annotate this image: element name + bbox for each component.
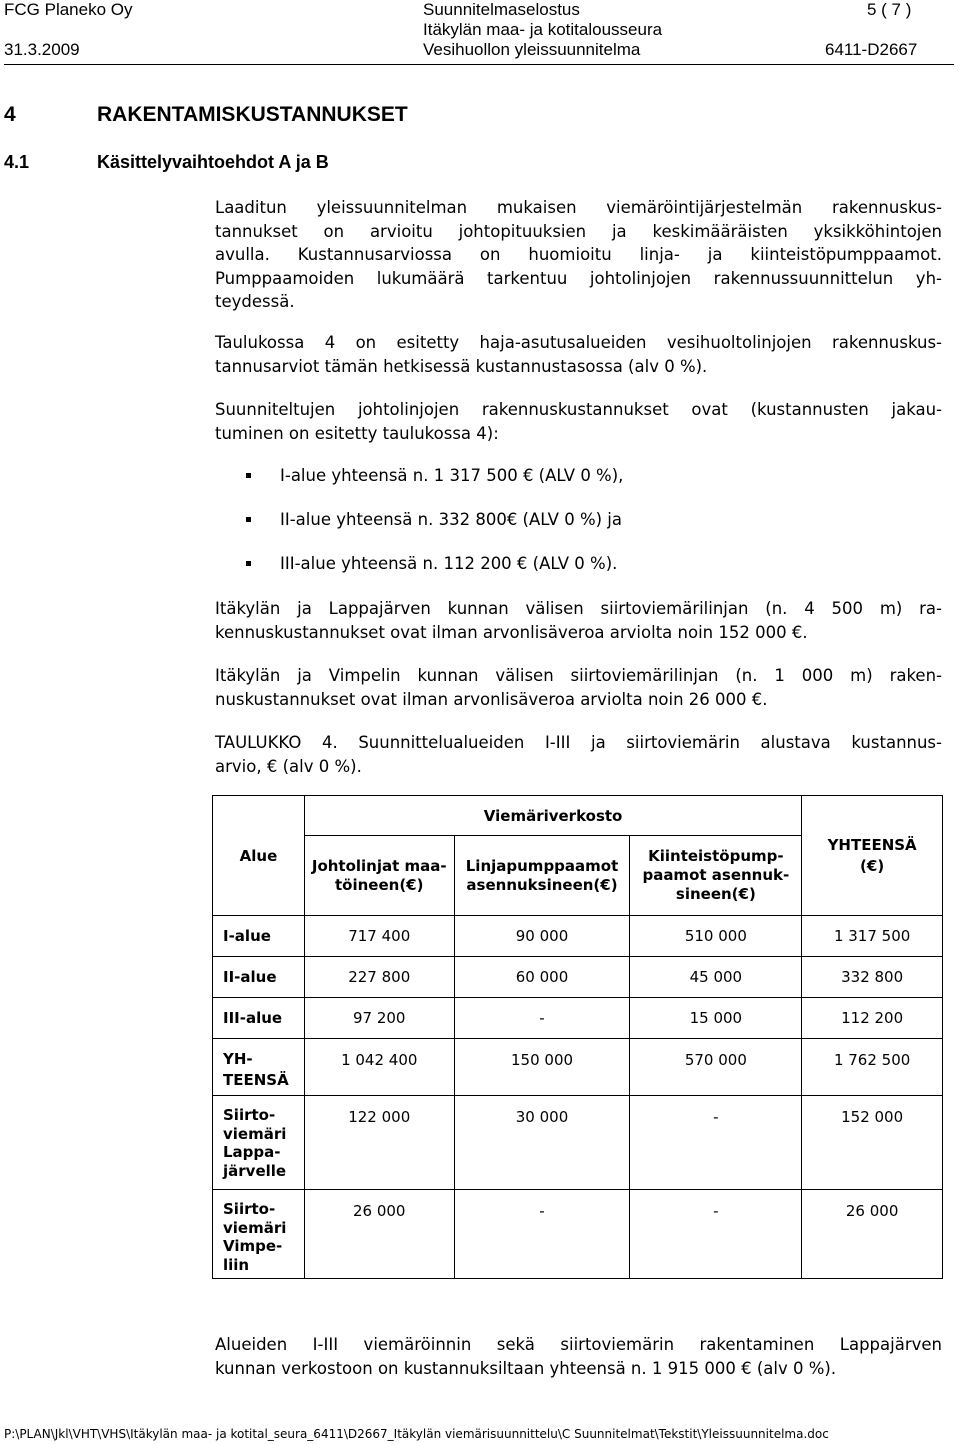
table-cell: 122 000: [304, 1096, 454, 1190]
subsection-title: Käsittelyvaihtoehdot A ja B: [97, 152, 329, 172]
table-row: [213, 957, 943, 998]
table-header-cell: [802, 796, 943, 916]
table-header-cell: [213, 796, 305, 916]
footer-file-path: P:\PLAN\Jkl\VHT\VHS\Itäkylän maa- ja kotital_seura_6411\D2667_Itäkylän viemärisuunnittelu\C Suunnitelmat\Tekstit\Yleissuunnitelma.doc: [4, 1427, 829, 1441]
paragraph-summary: [215, 1333, 942, 1380]
table-cell: 1 762 500: [802, 1039, 943, 1096]
table-cell: 332 800: [802, 957, 943, 998]
paragraph-lappajarvi: [215, 597, 942, 644]
bullet-square-icon: [246, 473, 251, 478]
header-yhteensa: YHTEENSÄ (€): [827, 835, 917, 875]
bullet-square-icon: [246, 517, 251, 522]
text-line: arvio, € (alv 0 %).: [215, 756, 362, 776]
table-header-cell: [630, 836, 802, 916]
table-cell: 1 042 400: [304, 1039, 454, 1096]
table-cell: 150 000: [454, 1039, 630, 1096]
table-group-header: [304, 796, 801, 836]
text-line: Taulukossa 4 on esitetty haja-asutusalueiden vesihuoltolinjojen rakennuskus-: [215, 333, 942, 352]
bullet-text: II-alue yhteensä n. 332 800€ (ALV 0 %) ja: [280, 510, 622, 529]
table-caption: [215, 731, 942, 778]
header-doc-id: 6411-D2667: [825, 40, 918, 59]
text-line: TAULUKKO 4. Suunnittelualueiden I-III ja siirtoviemärin alustava kustannus-: [215, 733, 942, 752]
text-line: tannusarviot tämän hetkisessä kustannustasossa (alv 0 %).: [215, 356, 708, 376]
text-line: Itäkylän ja Lappajärven kunnan välisen siirtoviemärilinjan (n. 4 500 m) ra-: [215, 599, 942, 618]
header-johtolinjat: Johtolinjat maa- töineen(€): [311, 856, 447, 894]
text-line: avulla. Kustannusarviossa on huomioitu linja- ja kiinteistöpumppaamot.: [215, 245, 942, 264]
table-row: [213, 1039, 943, 1096]
table-cell: 97 200: [304, 998, 454, 1039]
cost-table: [212, 795, 943, 1279]
row-label: III-alue: [213, 998, 305, 1039]
header-viemariverkosto: Viemäriverkosto: [483, 806, 623, 825]
table-row: [213, 916, 943, 957]
table-cell: 15 000: [630, 998, 802, 1039]
table-cell: -: [454, 1190, 630, 1279]
text-line: Pumppaamoiden lukumäärä tarkentuu johtolinjojen rakennussuunnittelun yh-: [215, 268, 942, 288]
table-cell: 90 000: [454, 916, 630, 957]
row-label: II-alue: [213, 957, 305, 998]
text-line: kunnan verkostoon on kustannuksiltaan yhteensä n. 1 915 000 € (alv 0 %).: [215, 1358, 837, 1378]
table-cell: 26 000: [802, 1190, 943, 1279]
table-cell: 26 000: [304, 1190, 454, 1279]
header-date: 31.3.2009: [4, 40, 80, 59]
table-cell: -: [454, 998, 630, 1039]
table-cell: 510 000: [630, 916, 802, 957]
paragraph-intro: [215, 196, 942, 314]
header-page: 5 ( 7 ): [867, 0, 912, 19]
table-cell: 1 317 500: [802, 916, 943, 957]
header-kiinteistopumppaamot: Kiinteistöpump- paamot asennuk- sineen(€): [642, 847, 790, 903]
table-row: [213, 1190, 943, 1279]
row-label: Siirto- viemäri Lappa- järvelle: [213, 1096, 305, 1190]
row-label: I-alue: [213, 916, 305, 957]
text-line: Itäkylän ja Vimpelin kunnan välisen siirtoviemärilinjan (n. 1 000 m) raken-: [215, 666, 942, 685]
table-cell: 227 800: [304, 957, 454, 998]
header-linjapumppaamot: Linjapumppaamot asennuksineen(€): [465, 856, 619, 894]
bullet-text: I-alue yhteensä n. 1 317 500 € (ALV 0 %),: [280, 466, 624, 485]
header-project: Itäkylän maa- ja kotitalousseura: [423, 20, 663, 39]
table-cell: 570 000: [630, 1039, 802, 1096]
table-cell: 60 000: [454, 957, 630, 998]
table-cell: 112 200: [802, 998, 943, 1039]
text-line: Alueiden I-III viemäröinnin sekä siirtoviemärin rakentaminen Lappajärven: [215, 1335, 942, 1354]
header-company: FCG Planeko Oy: [4, 0, 133, 19]
text-line: tuminen on esitetty taulukossa 4):: [215, 423, 499, 443]
table-cell: -: [630, 1190, 802, 1279]
section-title: RAKENTAMISKUSTANNUKSET: [97, 103, 408, 126]
bullet-text: III-alue yhteensä n. 112 200 € (ALV 0 %).: [280, 554, 618, 573]
table-cell: -: [630, 1096, 802, 1190]
paragraph-table-ref: [215, 331, 942, 378]
header-plan: Vesihuollon yleissuunnitelma: [423, 40, 641, 59]
header-alue: Alue: [239, 846, 278, 865]
text-line: Laaditun yleissuunnitelman mukaisen viemäröintijärjestelmän rakennuskus-: [215, 198, 942, 217]
text-line: tannukset on arvioitu johtopituuksien ja keskimääräisten yksikköhintojen: [215, 221, 942, 241]
table-header-cell: [454, 836, 630, 916]
table-row: [213, 998, 943, 1039]
text-line: Suunniteltujen johtolinjojen rakennuskustannukset ovat (kustannusten jakau-: [215, 400, 942, 419]
section-number: 4: [4, 103, 16, 126]
row-label: YH- TEENSÄ: [213, 1039, 305, 1096]
table-cell: 152 000: [802, 1096, 943, 1190]
header-doc-type: Suunnitelmaselostus: [423, 0, 580, 19]
paragraph-costs: [215, 398, 942, 445]
table-row: [213, 1096, 943, 1190]
table-cell: 717 400: [304, 916, 454, 957]
table-cell: 30 000: [454, 1096, 630, 1190]
subsection-number: 4.1: [4, 152, 30, 172]
header-rule: [4, 64, 954, 65]
table-cell: 45 000: [630, 957, 802, 998]
text-line: kennuskustannukset ovat ilman arvonlisäveroa arviolta noin 152 000 €.: [215, 622, 808, 642]
text-line: teydessä.: [215, 292, 295, 311]
text-line: nuskustannukset ovat ilman arvonlisäveroa arviolta noin 26 000 €.: [215, 689, 768, 709]
table-header-cell: [304, 836, 454, 916]
bullet-square-icon: [246, 561, 251, 566]
paragraph-vimpeli: [215, 664, 942, 711]
row-label: Siirto- viemäri Vimpe- liin: [213, 1190, 305, 1279]
